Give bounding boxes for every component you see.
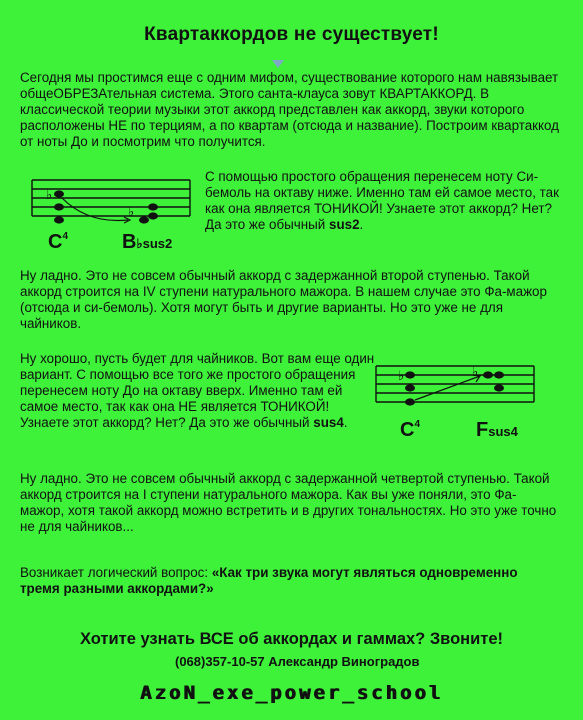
question-paragraph: Возникает логический вопрос: «Как три звука могут являться одновременно тремя разными аккордами?» (20, 565, 518, 596)
chord-label-c4: $C^4$ (48, 231, 69, 253)
staff1-notation-icon (28, 172, 198, 232)
svg-text:♭: ♭ (46, 188, 53, 203)
intro-paragraph: Сегодня мы простимся еще с одним мифом, существование которого нам навязывает общеОБРЕЗАтельная система. Этого санта-клауса зовут КВАРТАККОРД. В классической теории музыки этот аккорд представлен как аккорд, звуки которого расположены НЕ по терциям, а по квартам (отсюда и название). Построим квартаккод от ноты До и посмотрим что получится. (20, 70, 559, 149)
staff-c4-to-fsus4 (372, 358, 542, 444)
staff-c4-to-bbsus2 (28, 172, 198, 258)
call-to-action: Хотите узнать ВСЕ об аккордах и гаммах? Звоните! (79, 630, 504, 648)
svg-text:♭: ♭ (398, 369, 405, 384)
sus2-explanation-paragraph: Ну ладно. Это не совсем обычный аккорд с задержанной второй ступенью. Такой аккорд строится на IV ступени натурального мажора. В нашем случае это Фа-мажор (отсюда и си-бемоль). Хотя могут быть и другие варианты. Но это уже не для чайников. (20, 268, 547, 331)
brand-logo: AzoN_exe_power_school (139, 682, 444, 704)
contact-info: (068)357-10-57 Александр Виноградов (175, 654, 420, 669)
chord-label-c4-2: $C^4$ (400, 419, 421, 441)
staff2-notation-icon (372, 358, 542, 418)
svg-text:♭: ♭ (128, 205, 135, 220)
svg-text:♭: ♭ (472, 365, 479, 380)
page-title: Квартаккордов не существует! (144, 24, 439, 45)
inversion-paragraph-1: С помощью простого обращения перенесем ноту Си-бемоль на октаву ниже. Именно там ей самое место, так как она является ТОНИКОЙ! Узнаете этот аккорд? Нет? Да это же обычный sus2. (205, 169, 559, 232)
chord-label-fsus4: Fsus4 (476, 419, 518, 441)
cursor-marker-icon (272, 60, 284, 68)
inversion-paragraph-2: Ну хорошо, пусть будет для чайников. Вот вам еще один вариант. С помощью все того же простого обращения перенесем ноту До на октаву вверх. Именно там ей самое место, так как она НЕ является ТОНИКОЙ! Узнаете этот аккорд? Нет? Да это же обычный sus4. (20, 351, 375, 430)
sus4-explanation-paragraph: Ну ладно. Это не совсем обычный аккорд с задержанной четвертой ступенью. Такой аккорд строится на I ступени натурального мажора. Как вы уже поняли, это Фа-мажор, хотя такой аккорд можно встретить и в других тональностях. Но это уже точно не для чайников... (20, 471, 557, 534)
chord-label-bbsus2: B♭sus2 (122, 231, 173, 253)
